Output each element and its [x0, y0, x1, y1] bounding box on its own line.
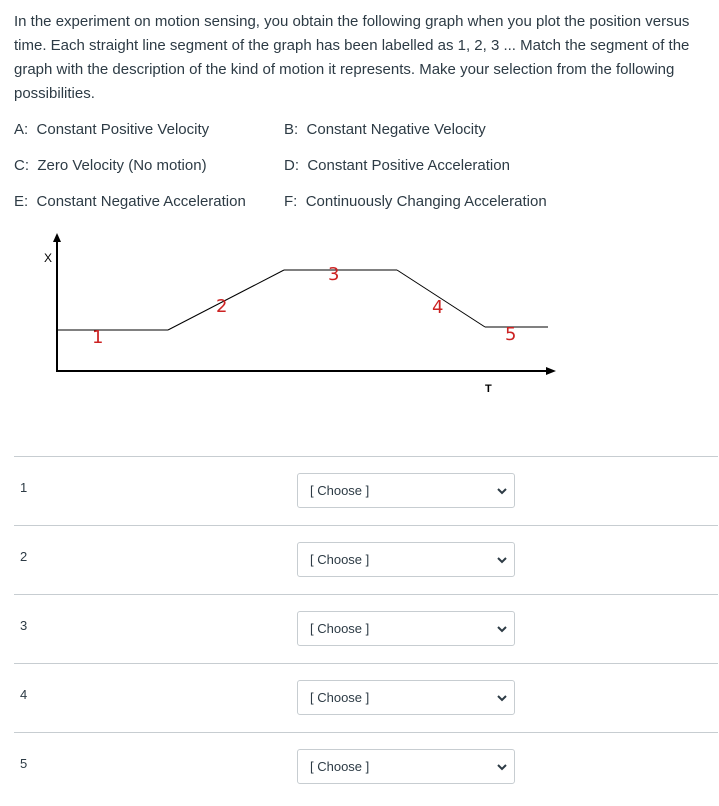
x-axis-arrow [546, 367, 556, 375]
answer-row [14, 732, 718, 801]
option-c [14, 154, 207, 178]
option-letter: F: [284, 193, 298, 210]
answer-row-label: 1 [20, 480, 28, 495]
segment-label-5: 5 [505, 324, 517, 345]
option-text: Constant Positive Velocity [36, 121, 210, 138]
answer-select-3[interactable] [297, 611, 515, 646]
option-text: Zero Velocity (No motion) [37, 157, 207, 174]
segment-label-3: 3 [328, 264, 340, 285]
option-letter: B: [284, 121, 299, 138]
answer-row [14, 525, 718, 594]
option-d [284, 154, 510, 178]
option-text: Constant Positive Acceleration [307, 157, 510, 174]
option-letter: E: [14, 193, 29, 210]
segment-label-1: 1 [92, 327, 104, 348]
y-axis-arrow [53, 233, 61, 242]
select-value: [ Choose ] [310, 552, 370, 567]
answer-select-2[interactable] [297, 542, 515, 577]
segment-label-4: 4 [432, 297, 444, 318]
chevron-down-icon [496, 485, 508, 497]
chevron-down-icon [496, 554, 508, 566]
y-axis-label: X [44, 251, 53, 265]
segment-label-2: 2 [216, 296, 228, 317]
answer-row-label: 3 [20, 618, 28, 633]
answer-row [14, 456, 718, 525]
option-text: Constant Negative Acceleration [36, 193, 246, 210]
select-value: [ Choose ] [310, 759, 370, 774]
answer-row-label: 5 [20, 756, 28, 771]
option-letter: D: [284, 157, 299, 174]
answer-row [14, 594, 718, 663]
select-value: [ Choose ] [310, 690, 370, 705]
question-text: In the experiment on motion sensing, you obtain the following graph when you plot the position versus time. Each straight line segment of the graph has been labelled as 1, 2, 3 ... Match the segment of the graph with the description of the kind of motion it represents. Make your selection from the following possibilities. [14, 13, 690, 102]
chevron-down-icon [496, 692, 508, 704]
answer-select-1[interactable] [297, 473, 515, 508]
option-f [284, 190, 547, 214]
answer-row-label: 4 [20, 687, 28, 702]
x-axis-label: T [485, 383, 492, 395]
option-text: Constant Negative Velocity [306, 121, 486, 138]
option-b [284, 118, 486, 142]
option-a [14, 118, 209, 142]
option-letter: C: [14, 157, 29, 174]
answer-row [14, 663, 718, 732]
answer-row-label: 2 [20, 549, 28, 564]
answer-select-4[interactable] [297, 680, 515, 715]
option-letter: A: [14, 121, 29, 138]
chevron-down-icon [496, 761, 508, 773]
select-value: [ Choose ] [310, 483, 370, 498]
option-e [14, 190, 246, 214]
position-time-graph [0, 228, 600, 408]
select-value: [ Choose ] [310, 621, 370, 636]
chevron-down-icon [496, 623, 508, 635]
answer-select-5[interactable] [297, 749, 515, 784]
option-text: Continuously Changing Acceleration [305, 193, 547, 210]
